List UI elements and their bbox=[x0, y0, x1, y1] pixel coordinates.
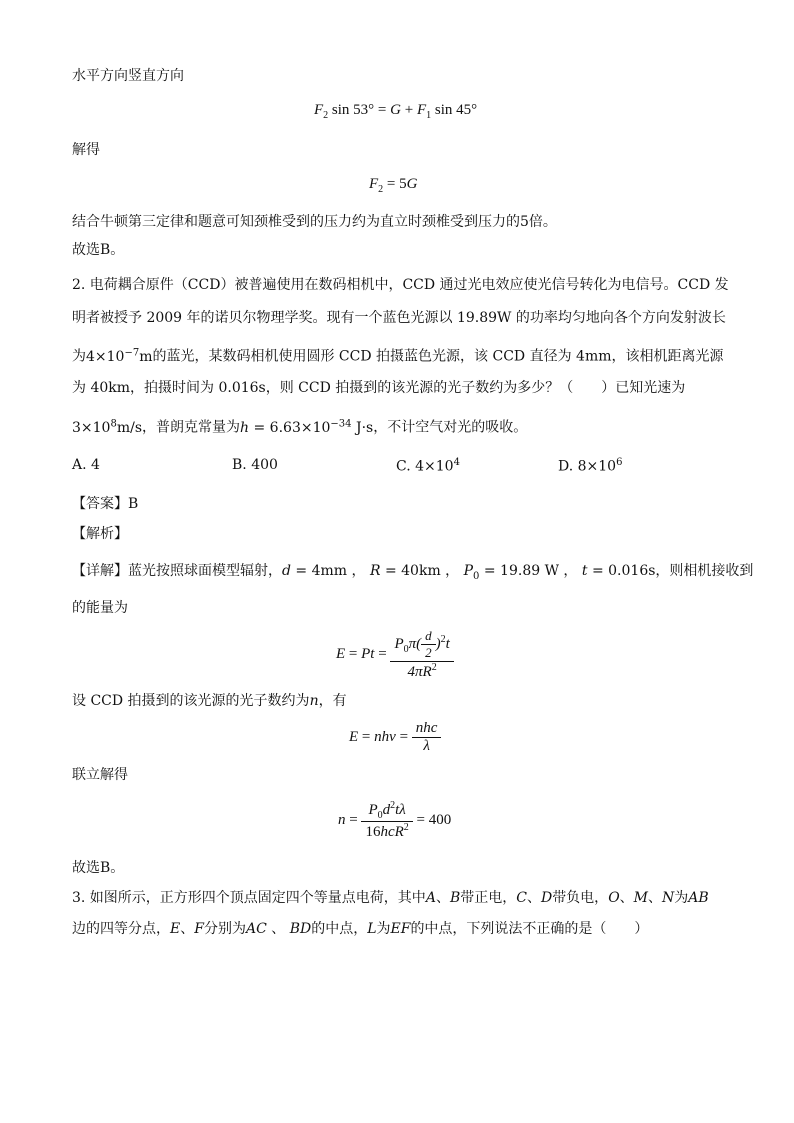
prev-solve-label: 解得 bbox=[72, 142, 100, 158]
set-text: 设 CCD 拍摄到的该光源的光子数约为 bbox=[72, 693, 310, 709]
wavelength-value: $4\times 10^{-7}m$ bbox=[86, 347, 153, 365]
equation-vertical-balance: $F_2$ $\sin 53^\circ = G + F_1$ sin 45° bbox=[314, 102, 478, 121]
detail-text: 蓝光按照球面模型辐射， bbox=[128, 563, 282, 579]
option-d: D. $8\times 10^6$ bbox=[558, 457, 623, 475]
q3-line-1-a: 带正电， bbox=[460, 890, 517, 906]
detail-values: d = 4mm ， R = 40km ， $P_0 = 19.89$ W ， t = 0.016s bbox=[282, 563, 656, 582]
option-a: A. 4 bbox=[72, 457, 100, 473]
q2-choice: 故选B。 bbox=[72, 860, 125, 876]
q3-line-1-pre: 3. 如图所示，正方形四个顶点固定四个等量点电荷，其中 bbox=[72, 890, 426, 906]
q3-line-2: 边的四等分点，E、F分别为AC 、 BD的中点，L为EF的中点，下列说法不正确的是（ ） bbox=[72, 921, 649, 937]
option-c-label: C. bbox=[396, 458, 411, 475]
q3-line-2-a: 边的四等分点， bbox=[72, 921, 170, 937]
q2-line-3-pre: 为 bbox=[72, 348, 86, 365]
q2-line-5-post: ，不计空气对光的吸收。 bbox=[373, 419, 528, 436]
detail-tag: 【详解】 bbox=[72, 563, 128, 579]
q3-line-2-c: 的中点， bbox=[311, 921, 368, 937]
option-c: C. $4\times 10^4$ bbox=[396, 457, 460, 475]
detail-line bbox=[72, 561, 753, 587]
q2-line-2: 明者被授予 2009 年的诺贝尔物理学奖。现有一个蓝色光源以 19.89W 的功率均匀地向各个方向发射波长 bbox=[72, 310, 726, 326]
prev-conclusion: 结合牛顿第三定律和题意可知颈椎受到的压力约为直立时颈椎受到压力的5倍。 bbox=[72, 214, 557, 230]
energy-text: 的能量为 bbox=[72, 600, 128, 616]
q3-line-1: 3. 如图所示，正方形四个顶点固定四个等量点电荷，其中A、B带正电，C、D带负电，O、M、N为AB bbox=[72, 890, 709, 906]
q2-line-4: 为 40km，拍摄时间为 0.016s，则 CCD 拍摄到的该光源的光子数约为多少？（ ）已知光速为 bbox=[72, 380, 686, 396]
q3-line-1-b: 带负电， bbox=[552, 890, 609, 906]
analysis-label: 【解析】 bbox=[72, 526, 128, 542]
option-b: B. 400 bbox=[232, 457, 278, 473]
q3-line-1-c: 为 bbox=[674, 890, 689, 906]
equation-f2: $F_2 = 5G$ bbox=[369, 176, 418, 195]
equation-photon-count: n = $\frac{P_0d^2t\lambda}{16hcR^2}$ = 400 bbox=[338, 800, 452, 840]
q2-line-3 bbox=[72, 343, 724, 367]
planck-value: $h = 6.63\times 10^{-34}$ J·s bbox=[240, 418, 374, 436]
option-d-label: D. bbox=[558, 458, 574, 475]
q3-line-2-e: 的中点，下列说法不正确的是（ ） bbox=[410, 921, 649, 937]
prev-intro: 水平方向竖直方向 bbox=[72, 68, 184, 84]
combine-label: 联立解得 bbox=[72, 767, 128, 783]
q2-line-5-mid: ，普朗克常量为 bbox=[142, 419, 241, 436]
light-speed-value: $3\times 10^8m/s$ bbox=[72, 418, 143, 436]
equation-energy: E = Pt = $P_0\pi$( $\frac{d}{2}$ )$^2$t $4\pi R^2$ bbox=[336, 628, 454, 681]
q3-line-2-b: 分别为 bbox=[203, 921, 246, 937]
set-line: 设 CCD 拍摄到的该光源的光子数约为n，有 bbox=[72, 693, 347, 709]
detail-tail: ，则相机接收到 bbox=[655, 563, 754, 579]
q3-line-2-d: 为 bbox=[376, 921, 391, 937]
equation-photon-energy: E = nhν = $\frac{\text{nhc}}{\lambda}$ bbox=[349, 720, 441, 755]
q2-line-3-post: 的蓝光，某数码相机使用圆形 CCD 拍摄蓝色光源，该 CCD 直径为 4mm，该相机距离光源 bbox=[152, 348, 724, 365]
q2-line-5 bbox=[72, 414, 527, 438]
set-tail: ，有 bbox=[318, 693, 347, 709]
answer-line: 【答案】B bbox=[72, 496, 139, 512]
q2-line-1: 2. 电荷耦合原件（CCD）被普遍使用在数码相机中，CCD 通过光电效应使光信号转化为电信号。CCD 发 bbox=[72, 277, 729, 293]
prev-choice: 故选B。 bbox=[72, 242, 125, 258]
